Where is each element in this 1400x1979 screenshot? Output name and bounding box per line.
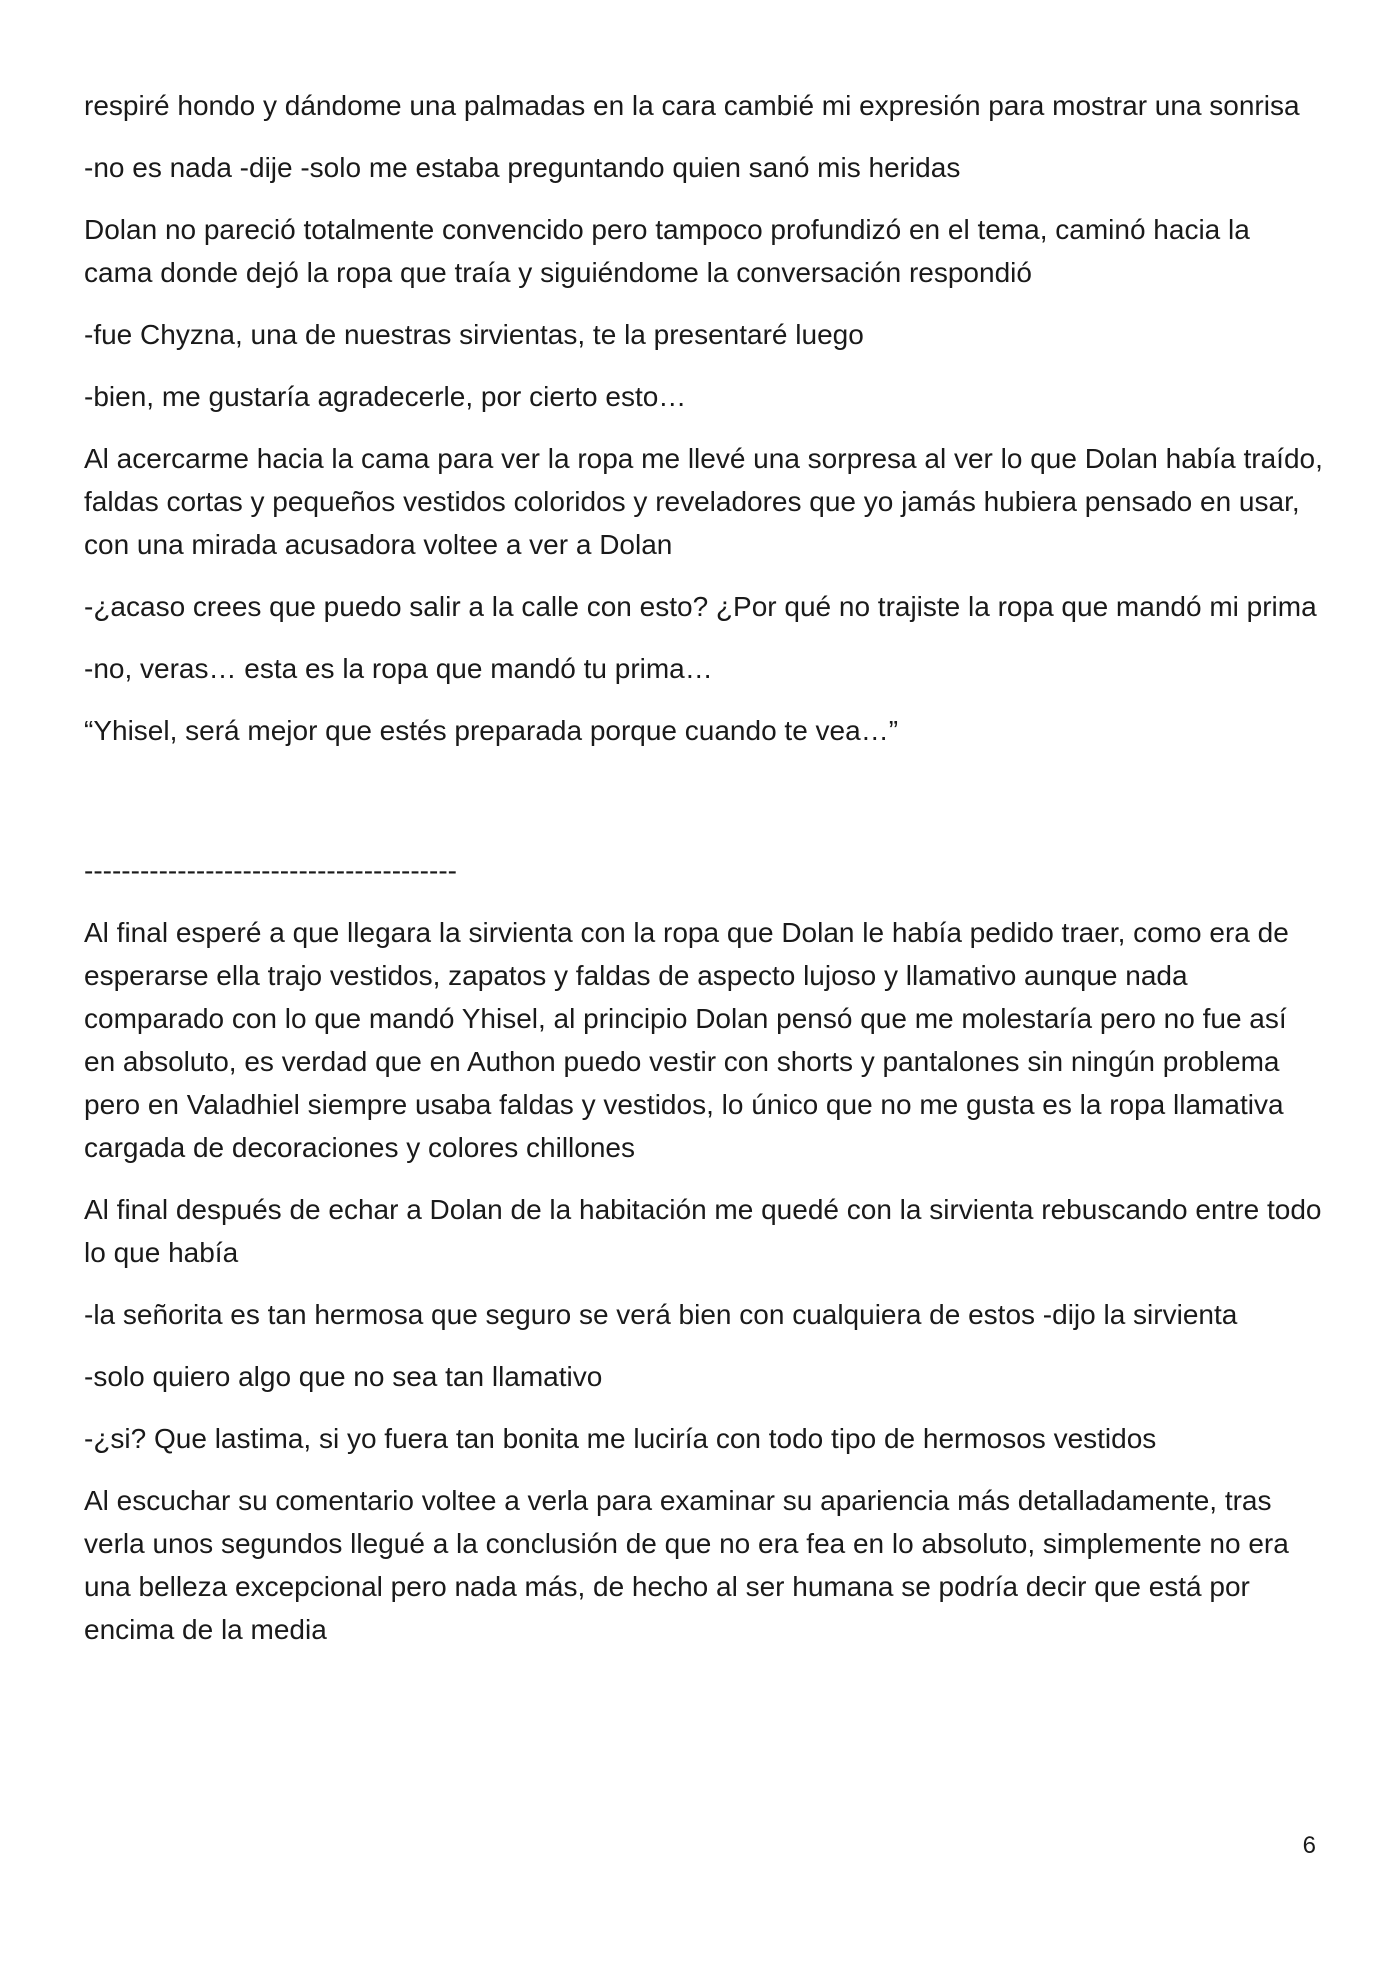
paragraph: -bien, me gustaría agradecerle, por cierto esto… bbox=[84, 381, 687, 412]
paragraph: -fue Chyzna, una de nuestras sirvientas, te la presentaré luego bbox=[84, 319, 864, 350]
paragraph: Al acercarme hacia la cama para ver la ropa me llevé una sorpresa al ver lo que Dolan había traído, faldas cortas y pequeños vestidos coloridos y reveladores que yo jamás hubiera pensado en usar, con una mirada acusadora voltee a ver a Dolan bbox=[84, 443, 1323, 560]
page-content bbox=[84, 84, 1324, 1670]
paragraph: Al final esperé a que llegara la sirvienta con la ropa que Dolan le había pedido traer, como era de esperarse ella trajo vestidos, zapatos y faldas de aspecto lujoso y llamativo aunque nada comparado con lo que mandó Yhisel, al principio Dolan pensó que me molestaría pero no fue así en absoluto, es verdad que en Authon puedo vestir con shorts y pantalones sin ningún problema pero en Valadhiel siempre usaba faldas y vestidos, lo único que no me gusta es la ropa llamativa cargada de decoraciones y colores chillones bbox=[84, 917, 1289, 1163]
paragraph: “Yhisel, será mejor que estés preparada porque cuando te vea…” bbox=[84, 715, 899, 746]
paragraph: -no, veras… esta es la ropa que mandó tu prima… bbox=[84, 653, 713, 684]
paragraph: Al final después de echar a Dolan de la habitación me quedé con la sirvienta rebuscando entre todo lo que había bbox=[84, 1194, 1322, 1268]
paragraph: Dolan no pareció totalmente convencido pero tampoco profundizó en el tema, caminó hacia la cama donde dejó la ropa que traía y siguiéndome la conversación respondió bbox=[84, 214, 1250, 288]
paragraph: -no es nada -dije -solo me estaba preguntando quien sanó mis heridas bbox=[84, 152, 961, 183]
paragraph: -solo quiero algo que no sea tan llamativo bbox=[84, 1361, 603, 1392]
paragraph: -¿si? Que lastima, si yo fuera tan bonita me luciría con todo tipo de hermosos vestidos bbox=[84, 1423, 1157, 1454]
blank-space bbox=[84, 771, 1324, 849]
page-number: 6 bbox=[1302, 1832, 1316, 1859]
paragraph: -la señorita es tan hermosa que seguro se verá bien con cualquiera de estos -dijo la sirvienta bbox=[84, 1299, 1238, 1330]
paragraph: -¿acaso crees que puedo salir a la calle con esto? ¿Por qué no trajiste la ropa que mandó mi prima bbox=[84, 591, 1317, 622]
paragraph: Al escuchar su comentario voltee a verla para examinar su apariencia más detalladamente, tras verla unos segundos llegué a la conclusión de que no era fea en lo absoluto, simplemente no era una belleza excepcional pero nada más, de hecho al ser humana se podría decir que está por encima de la media bbox=[84, 1485, 1289, 1645]
paragraph: respiré hondo y dándome una palmadas en la cara cambié mi expresión para mostrar una sonrisa bbox=[84, 90, 1300, 121]
section-separator: ---------------------------------------- bbox=[84, 855, 457, 886]
